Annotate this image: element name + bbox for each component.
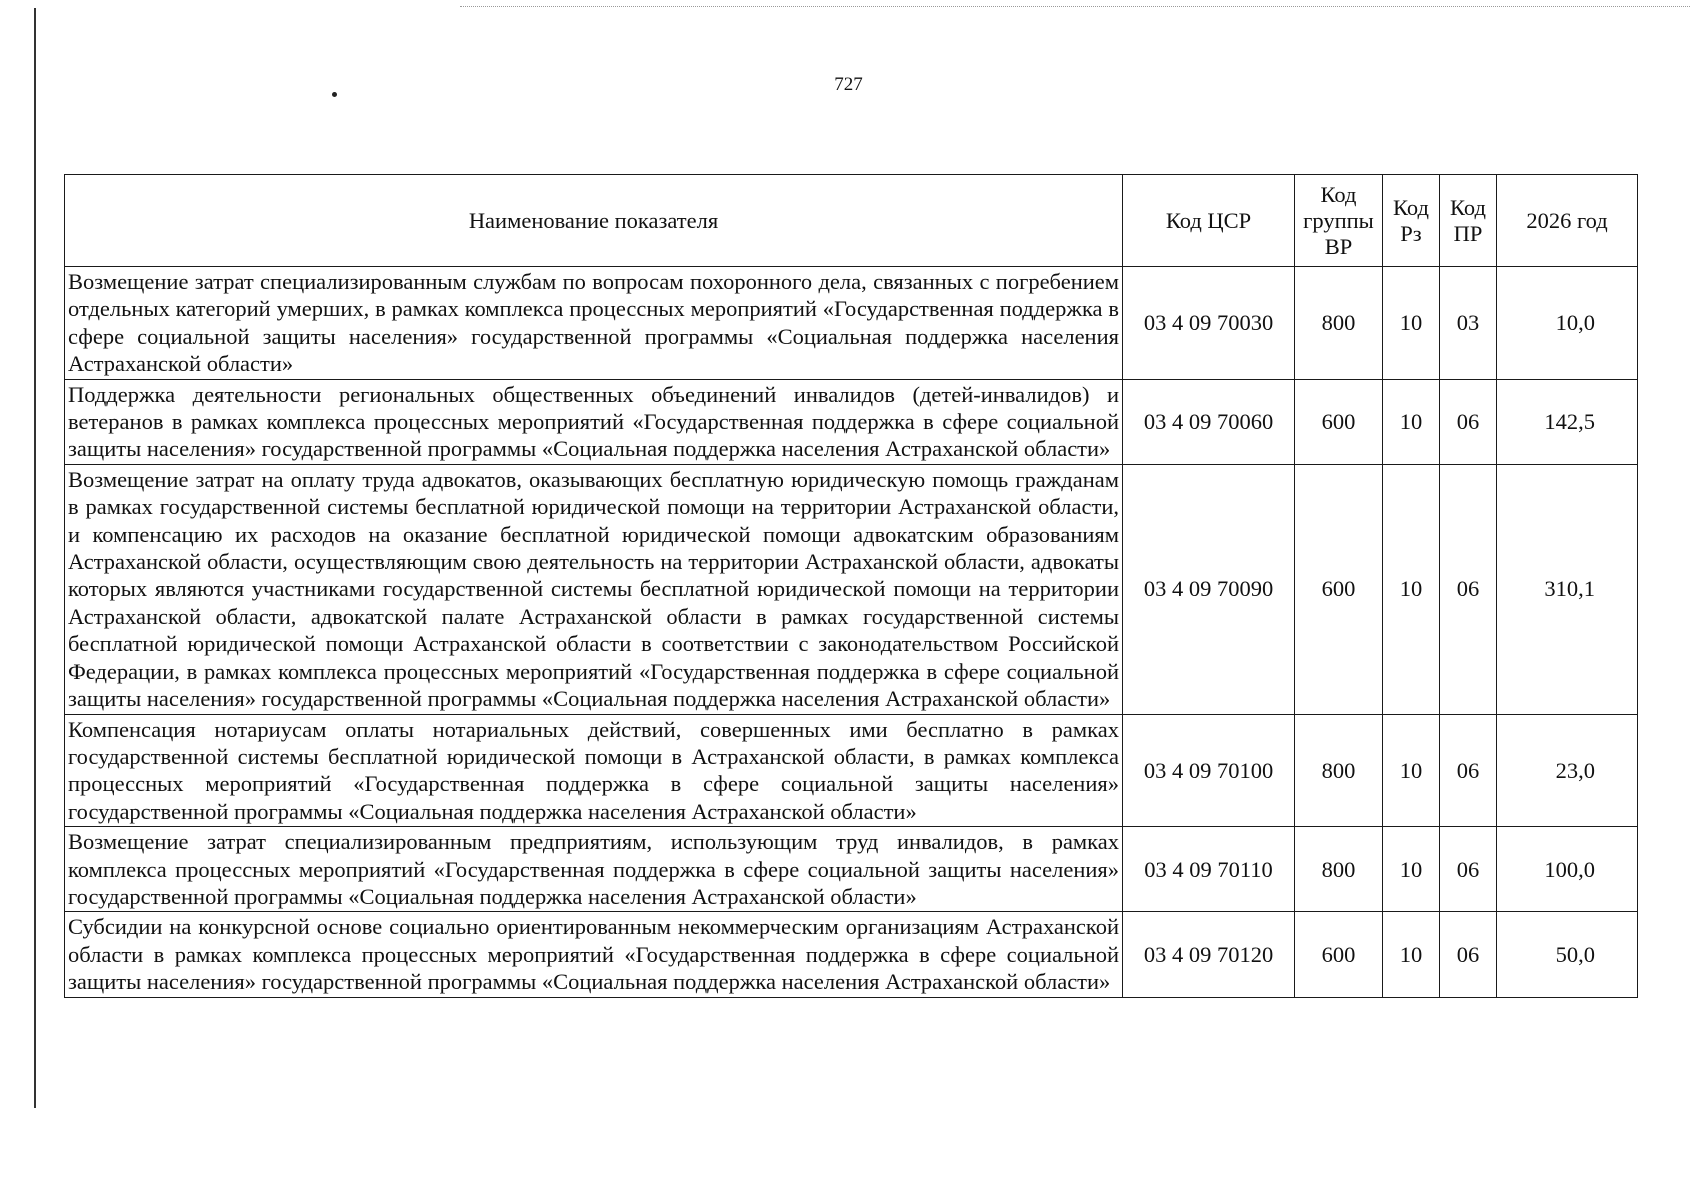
top-scan-edge xyxy=(460,6,1690,8)
row-amount-cell: 50,0 xyxy=(1497,912,1638,997)
row-csr-cell: 03 4 09 70100 xyxy=(1123,714,1295,827)
page-number: 727 xyxy=(834,74,863,95)
table-row xyxy=(65,379,1638,464)
row-name-cell: Возмещение затрат специализированным предприятиям, использующим труд инвалидов, в рамках комплекса процессных мероприятий «Государственная поддержка в сфере социальной защиты населения» государственной программы «Социальная поддержка населения Астраханской области» xyxy=(65,827,1123,912)
row-vr-cell: 600 xyxy=(1295,464,1383,714)
row-amount-cell: 100,0 xyxy=(1497,827,1638,912)
row-vr-cell: 800 xyxy=(1295,267,1383,380)
row-pr-cell: 06 xyxy=(1440,714,1497,827)
row-pr-cell: 06 xyxy=(1440,827,1497,912)
row-csr-cell: 03 4 09 70110 xyxy=(1123,827,1295,912)
row-amount-cell: 23,0 xyxy=(1497,714,1638,827)
row-csr-cell: 03 4 09 70030 xyxy=(1123,267,1295,380)
table-row xyxy=(65,464,1638,714)
row-vr-cell: 600 xyxy=(1295,379,1383,464)
header-year-2026: 2026 год xyxy=(1497,175,1638,267)
left-margin-rule xyxy=(34,8,36,1108)
row-rz-cell: 10 xyxy=(1383,464,1440,714)
row-rz-cell: 10 xyxy=(1383,267,1440,380)
budget-table xyxy=(64,174,1638,998)
row-name-cell: Поддержка деятельности региональных общественных объединений инвалидов (детей-инвалидов) и ветеранов в рамках комплекса процессных мероприятий «Государственная поддержка в сфере социальной защиты населения» государственной программы «Социальная поддержка населения Астраханской области» xyxy=(65,379,1123,464)
row-rz-cell: 10 xyxy=(1383,912,1440,997)
row-pr-cell: 06 xyxy=(1440,912,1497,997)
header-name: Наименование показателя xyxy=(65,175,1123,267)
header-csr-code: Код ЦСР xyxy=(1123,175,1295,267)
row-csr-cell: 03 4 09 70090 xyxy=(1123,464,1295,714)
row-name-cell: Субсидии на конкурсной основе социально ориентированным некоммерческим организациям Астраханской области в рамках комплекса процессных мероприятий «Государственная поддержка в сфере социальной защиты населения» государственной программы «Социальная поддержка населения Астраханской области» xyxy=(65,912,1123,997)
row-amount-cell: 142,5 xyxy=(1497,379,1638,464)
row-vr-cell: 600 xyxy=(1295,912,1383,997)
header-vr-code: Код группы ВР xyxy=(1295,175,1383,267)
table-row xyxy=(65,267,1638,380)
row-csr-cell: 03 4 09 70060 xyxy=(1123,379,1295,464)
row-name-cell: Возмещение затрат специализированным службам по вопросам похоронного дела, связанных с погребением отдельных категорий умерших, в рамках комплекса процессных мероприятий «Государственная поддержка в сфере социальной защиты населения» государственной программы «Социальная поддержка населения Астраханской области» xyxy=(65,267,1123,380)
table-row xyxy=(65,714,1638,827)
row-rz-cell: 10 xyxy=(1383,827,1440,912)
table-header-row xyxy=(65,175,1638,267)
row-pr-cell: 06 xyxy=(1440,379,1497,464)
row-name-cell: Возмещение затрат на оплату труда адвокатов, оказывающих бесплатную юридическую помощь гражданам в рамках государственной системы бесплатной юридической помощи на территории Астраханской области, и компенсацию их расходов на оказание бесплатной юридической помощи адвокатским образованиям Астраханской области, осуществляющим свою деятельность на территории Астраханской области, адвокаты которых являются участниками государственной системы бесплатной юридической помощи на территории Астраханской области, адвокатской палате Астраханской области в рамках государственной системы бесплатной юридической помощи Астраханской области в соответствии с законодательством Российской Федерации, в рамках комплекса процессных мероприятий «Государственная поддержка в сфере социальной защиты населения» государственной программы «Социальная поддержка населения Астраханской области» xyxy=(65,464,1123,714)
row-vr-cell: 800 xyxy=(1295,827,1383,912)
row-csr-cell: 03 4 09 70120 xyxy=(1123,912,1295,997)
table-row xyxy=(65,912,1638,997)
row-rz-cell: 10 xyxy=(1383,714,1440,827)
row-rz-cell: 10 xyxy=(1383,379,1440,464)
header-rz-code: Код Рз xyxy=(1383,175,1440,267)
row-amount-cell: 310,1 xyxy=(1497,464,1638,714)
header-pr-code: Код ПР xyxy=(1440,175,1497,267)
row-vr-cell: 800 xyxy=(1295,714,1383,827)
row-pr-cell: 06 xyxy=(1440,464,1497,714)
row-amount-cell: 10,0 xyxy=(1497,267,1638,380)
row-name-cell: Компенсация нотариусам оплаты нотариальных действий, совершенных ими бесплатно в рамках государственной системы бесплатной юридической помощи в Астраханской области, в рамках комплекса процессных мероприятий «Государственная поддержка в сфере социальной защиты населения» государственной программы «Социальная поддержка населения Астраханской области» xyxy=(65,714,1123,827)
row-pr-cell: 03 xyxy=(1440,267,1497,380)
table-row xyxy=(65,827,1638,912)
